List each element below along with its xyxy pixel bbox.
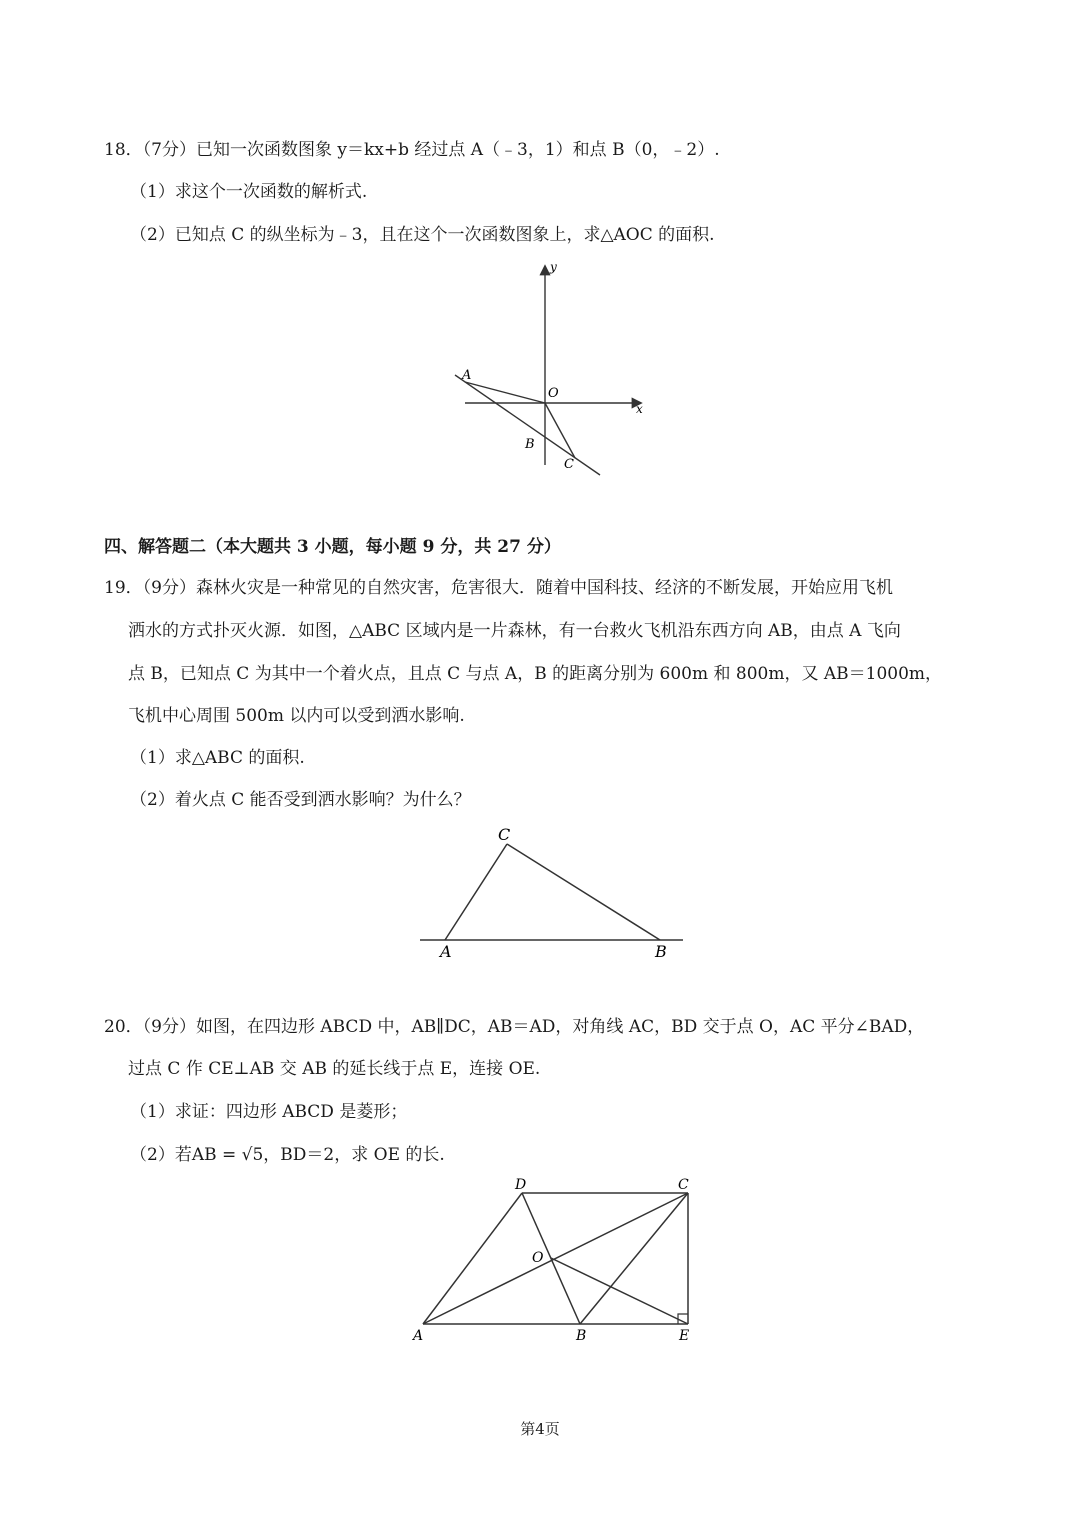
- segment-BC: [580, 1193, 688, 1324]
- label-O: O: [532, 1250, 544, 1266]
- segment-OC: [545, 403, 575, 458]
- q20-line1: 20．（9分）如图，在四边形 ABCD 中，AB∥DC，AB＝AD，对角线 AC，BD 交于点 O，AC 平分∠BAD，: [104, 1017, 925, 1037]
- q19-line3: 点 B，已知点 C 为其中一个着火点，且点 C 与点 A，B 的距离分别为 600m 和 800m，又 AB＝1000m，: [128, 664, 943, 684]
- q19-part1: （1）求△ABC 的面积.: [130, 748, 305, 768]
- label-B: B: [655, 942, 667, 961]
- q19-part2: （2）着火点 C 能否受到洒水影响？为什么？: [130, 790, 471, 810]
- label-C: C: [678, 1177, 689, 1193]
- page-number: 第4页: [520, 1420, 560, 1438]
- segment-AC: [445, 844, 507, 940]
- label-y: y: [550, 260, 557, 274]
- segment-AD: [423, 1193, 522, 1324]
- q18-figure: [450, 255, 650, 480]
- q20-figure: [405, 1170, 705, 1350]
- q18-part1: （1）求这个一次函数的解析式.: [130, 182, 368, 202]
- section4-heading: 四、解答题二（本大题共 3 小题，每小题 9 分，共 27 分）: [104, 537, 561, 557]
- q20-part2: （2）若AB = √5，BD＝2，求 OE 的长.: [130, 1145, 445, 1165]
- segment-AO: [465, 382, 545, 403]
- q19-line4: 飞机中心周围 500m 以内可以受到洒水影响.: [128, 706, 465, 726]
- q20-part1: （1）求证：四边形 ABCD 是菱形；: [130, 1102, 408, 1122]
- q19-line2: 洒水的方式扑灭火源．如图，△ABC 区域内是一片森林，有一台救火飞机沿东西方向 AB，由点 A 飞向: [128, 621, 901, 641]
- label-O: O: [548, 386, 559, 401]
- label-D: D: [515, 1177, 527, 1193]
- label-C: C: [498, 825, 511, 844]
- label-A: A: [440, 942, 452, 961]
- q18-part2: （2）已知点 C 的纵坐标为﹣3，且在这个一次函数图象上，求△AOC 的面积.: [130, 225, 715, 245]
- label-x: x: [636, 402, 643, 416]
- label-B: B: [576, 1328, 587, 1344]
- q20-line2: 过点 C 作 CE⊥AB 交 AB 的延长线于点 E，连接 OE.: [128, 1059, 541, 1079]
- q19-line1: 19．（9分）森林火灾是一种常见的自然灾害，危害很大．随着中国科技、经济的不断发展，开始应用飞机: [104, 578, 893, 598]
- label-C: C: [564, 457, 574, 472]
- label-A: A: [413, 1328, 424, 1344]
- q18-title: 18．（7分）已知一次函数图象 y＝kx+b 经过点 A（﹣3，1）和点 B（0，﹣2）.: [104, 140, 720, 160]
- label-A: A: [462, 368, 472, 383]
- segment-CB: [507, 844, 660, 940]
- label-B: B: [525, 437, 535, 452]
- label-E: E: [679, 1328, 690, 1344]
- q19-figure: [415, 822, 690, 967]
- graph-line: [455, 375, 600, 475]
- segment-OE: [551, 1258, 688, 1324]
